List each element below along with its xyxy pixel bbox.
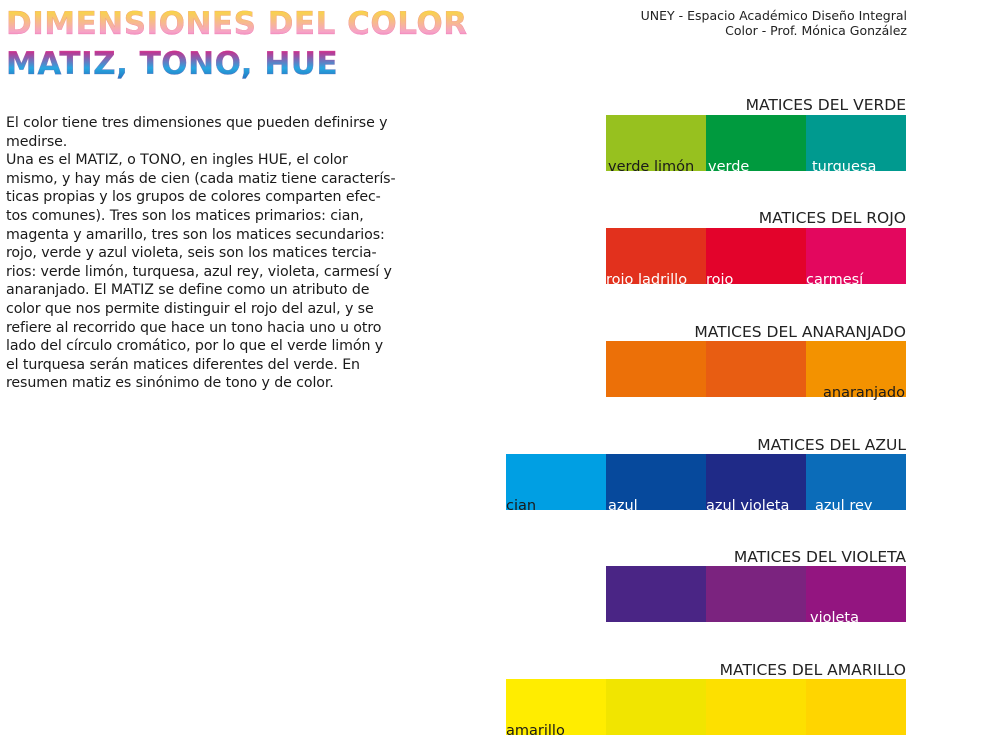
- swatch-azul-violeta: [706, 454, 806, 514]
- swatch-label: azul rey: [815, 498, 873, 514]
- swatch-azul: [606, 454, 706, 514]
- swatch-label: azul violeta: [706, 498, 790, 514]
- swatch-label: verde limón: [608, 159, 695, 175]
- body-line: resumen matiz es sinónimo de tono y de color.: [6, 375, 334, 392]
- swatch-cian: [506, 454, 606, 514]
- swatch-label: carmesí: [806, 272, 864, 288]
- body-paragraph: [6, 114, 406, 393]
- body-line: rojo, verde y azul violeta, seis son los matices tercia-: [6, 245, 377, 262]
- body-line: ticas propias y los grupos de colores comparten efec-: [6, 189, 381, 206]
- swatch-anaranjado-2: [706, 341, 806, 397]
- swatch-amarillo-2: [606, 679, 706, 735]
- group-title-violeta: MATICES DEL VIOLETA: [733, 548, 906, 566]
- swatch-label: verde: [708, 159, 750, 175]
- course-header-line-2: Color - Prof. Mónica González: [725, 23, 907, 38]
- swatch-verde-limon: [606, 115, 706, 175]
- swatch-verde: [706, 115, 806, 175]
- course-header: [641, 8, 907, 38]
- swatch-rojo: [706, 228, 806, 288]
- swatch-amarillo-4: [806, 679, 906, 735]
- swatch-label: rojo ladrillo: [606, 272, 688, 288]
- body-line: medirse.: [6, 133, 68, 150]
- swatch-violeta-2: [706, 566, 806, 622]
- swatch-violeta: [806, 566, 906, 626]
- page-title: [6, 4, 468, 84]
- swatch-label: turquesa: [812, 159, 877, 175]
- body-line: mismo, y hay más de cien (cada matiz tiene caracterís-: [6, 170, 396, 187]
- body-line: magenta y amarillo, tres son los matices secundarios:: [6, 226, 385, 243]
- body-line: anaranjado. El MATIZ se define como un atributo de: [6, 282, 370, 299]
- swatch-azul-rey: [806, 454, 906, 514]
- body-line: tos comunes). Tres son los matices primarios: cian,: [6, 207, 364, 224]
- body-line: refiere al recorrido que hace un tono hacia uno u otro: [6, 319, 382, 336]
- swatch-turquesa: [806, 115, 906, 175]
- group-title-azul: MATICES DEL AZUL: [757, 436, 906, 454]
- body-line: rios: verde limón, turquesa, azul rey, violeta, carmesí y: [6, 263, 392, 280]
- swatch-label: violeta: [810, 610, 860, 626]
- swatch-carmesi: [806, 228, 906, 288]
- course-header-line-1: UNEY - Espacio Académico Diseño Integral: [640, 8, 907, 23]
- group-title-anaranjado: MATICES DEL ANARANJADO: [694, 323, 906, 341]
- swatch-violeta-1: [606, 566, 706, 622]
- group-title-amarillo: MATICES DEL AMARILLO: [719, 661, 906, 679]
- swatch-label: anaranjado: [823, 385, 905, 401]
- swatch-rojo-ladrillo: [606, 228, 706, 288]
- swatch-amarillo-3: [706, 679, 806, 735]
- body-line: lado del círculo cromático, por lo que el verde limón y: [6, 338, 384, 355]
- group-title-verde: MATICES DEL VERDE: [745, 96, 906, 114]
- swatch-label: cian: [506, 498, 537, 514]
- body-line: Una es el MATIZ, o TONO, en ingles HUE, el color: [6, 152, 348, 169]
- page-title-line-1: DIMENSIONES DEL COLOR: [6, 6, 468, 42]
- swatch-anaranjado: [806, 341, 906, 401]
- body-line: El color tiene tres dimensiones que pueden definirse y: [6, 115, 388, 131]
- body-line: color que nos permite distinguir el rojo del azul, y se: [6, 300, 374, 317]
- swatch-amarillo: [506, 679, 606, 739]
- swatch-label: amarillo: [506, 723, 565, 739]
- page-title-line-2: MATIZ, TONO, HUE: [6, 46, 339, 82]
- swatch-anaranjado-1: [606, 341, 706, 397]
- swatch-label: azul: [608, 498, 638, 514]
- swatch-label: rojo: [706, 272, 734, 288]
- body-line: el turquesa serán matices diferentes del verde. En: [6, 356, 360, 373]
- group-title-rojo: MATICES DEL ROJO: [758, 209, 906, 227]
